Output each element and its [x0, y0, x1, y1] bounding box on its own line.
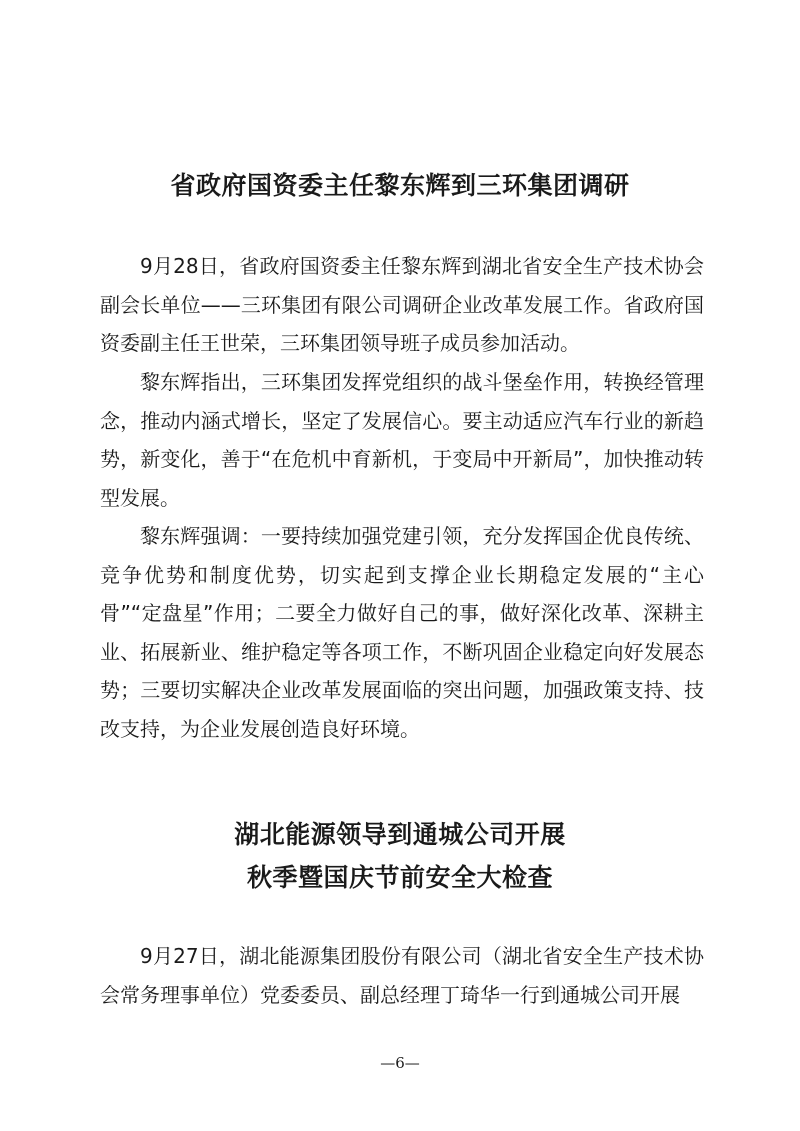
article-1-paragraph-3: 黎东辉强调：一要持续加强党建引领，充分发挥国企优良传统、竞争优势和制度优势，切实起到支撑企业长期稳定发展的“主心骨”“定盘星”作用；二要全力做好自己的事，做好深化改革、深耕主业、拓展新业、维护稳定等各项工作，不断巩固企业稳定向好发展态势；三要切实解决企业改革发展面临的突出问题，加强政策支持、技改支持，为企业发展创造良好环境。	[100, 524, 704, 741]
article-1-paragraph-1: 9月28日，省政府国资委主任黎东辉到湖北省安全生产技术协会副会长单位——三环集团有限公司调研企业改革发展工作。省政府国资委副主任王世荣，三环集团领导班子成员参加活动。	[100, 254, 704, 355]
article-1-title: 省政府国资委主任黎东辉到三环集团调研	[170, 171, 630, 200]
page-number: —6—	[380, 1054, 420, 1072]
article-1-paragraph-2: 黎东辉指出，三环集团发挥党组织的战斗堡垒作用，转换经管理念，推动内涵式增长，坚定了发展信心。要主动适应汽车行业的新趋势，新变化，善于“在危机中育新机，于变局中开新局”，加快推动转型发展。	[100, 370, 704, 510]
article-2-title-line-2: 秋季暨国庆节前安全大检查	[246, 863, 553, 892]
article-2-title-line-1: 湖北能源领导到通城公司开展	[234, 820, 566, 849]
article-2-paragraph-1: 9月27日，湖北能源集团股份有限公司（湖北省安全生产技术协会常务理事单位）党委委员、副总经理丁琦华一行到通城公司开展	[100, 944, 704, 1007]
